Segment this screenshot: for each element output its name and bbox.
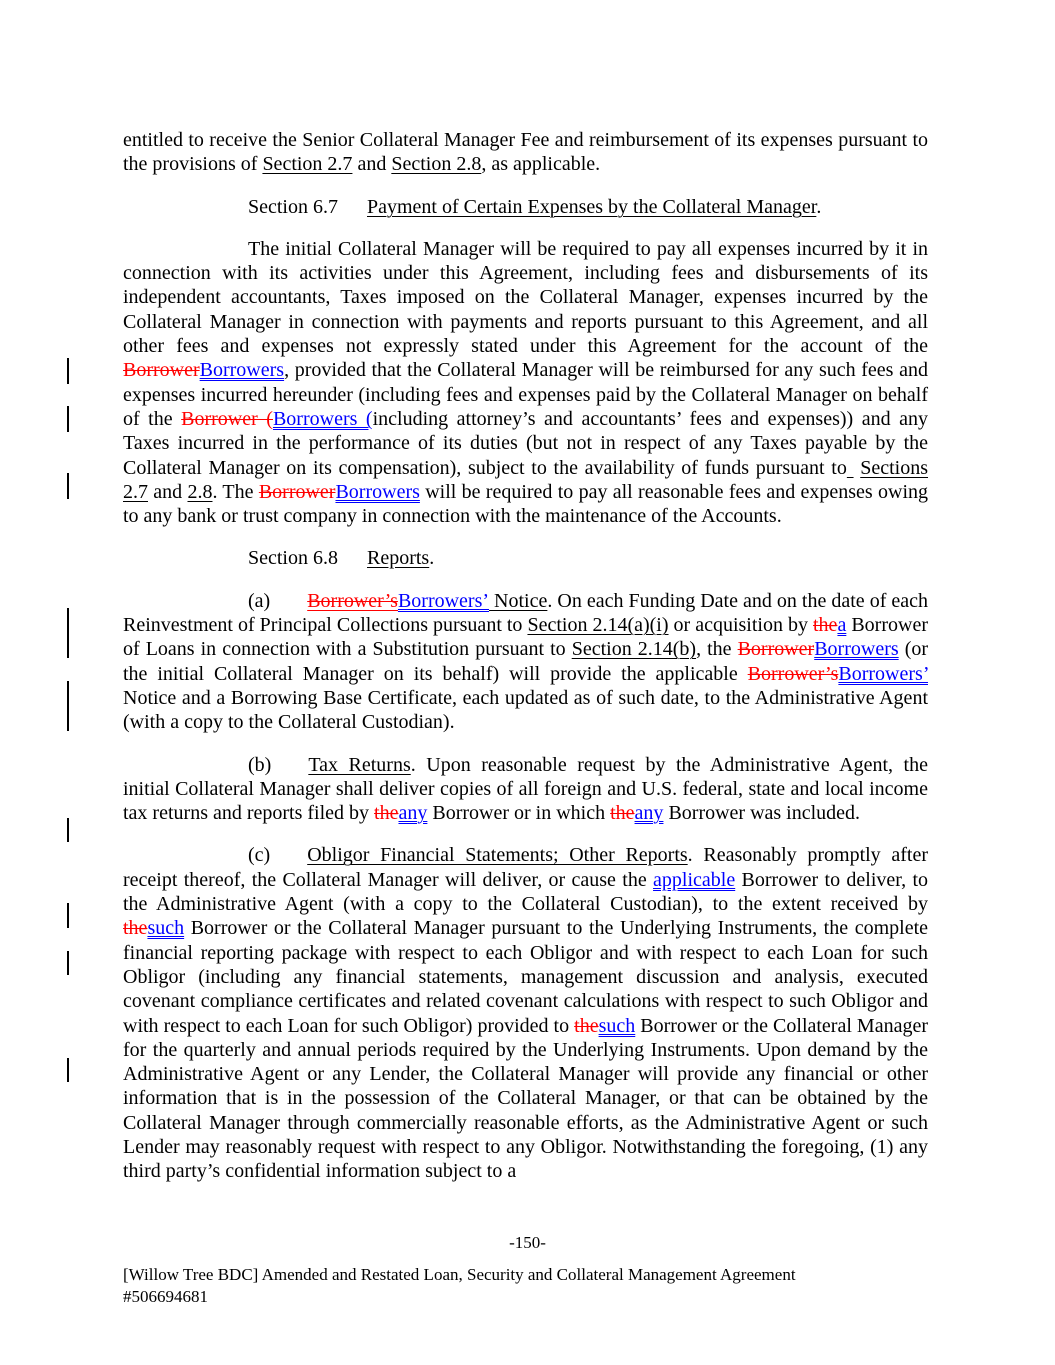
underlined-text-run: Section 2.8 xyxy=(391,153,482,176)
deleted-text-run: the xyxy=(123,917,148,940)
deleted-text-run: Borrower ( xyxy=(181,407,273,430)
inserted-text-run: Borrowers xyxy=(199,359,285,382)
underlined-text-run: 2.8 xyxy=(187,480,213,503)
page-number: -150- xyxy=(509,1233,546,1252)
deleted-text-run: the xyxy=(574,1014,599,1037)
footer xyxy=(123,1264,928,1308)
text-run: . xyxy=(816,195,822,218)
deleted-text-run: Borrower xyxy=(258,480,336,503)
inserted-text-run: such xyxy=(147,917,185,940)
text-run: including attorney’s and accountants’ fees and expenses)) and any Taxes incurred in the performance of its duties (but not in respect of any Taxes payable by the Collateral Manager on its compensation), subject to the availability of funds pursuant to xyxy=(123,407,928,479)
section-6-7-heading xyxy=(123,195,928,219)
text-run: , the xyxy=(696,638,738,661)
deleted-text-run: Borrower’s xyxy=(747,662,839,685)
underlined-text-run: Notice xyxy=(489,589,548,612)
text-run: . Upon reasonable request by the Administrative Agent, the initial Collateral Manager shall deliver copies of all foreign and U.S. federal, state and local income tax returns and reports filed by xyxy=(123,753,928,825)
change-bar xyxy=(67,951,69,975)
inserted-text-run: Borrowers xyxy=(335,480,420,503)
text-run: Section 6.8 xyxy=(248,547,338,570)
inserted-text-run: a xyxy=(837,614,847,637)
deleted-text-run: Borrower xyxy=(123,359,200,382)
text-run: or acquisition by xyxy=(668,614,813,637)
change-bar xyxy=(67,903,69,928)
inserted-text-run: Borrowers’ xyxy=(397,589,490,612)
underlined-text-run xyxy=(847,457,854,479)
deleted-text-run: the xyxy=(374,802,399,825)
underlined-text-run: Payment of Certain Expenses by the Collateral Manager xyxy=(367,195,817,218)
change-bar xyxy=(67,473,69,499)
document-body xyxy=(123,128,928,1202)
section-6-8-heading xyxy=(123,546,928,570)
text-run: Borrower or the Collateral Manager for the quarterly and annual periods required by the Underlying Instruments. Upon demand by the Administrative Agent or any Lender, the Collateral Manager will provide any financial or other information that is in the possession of the Collateral Manager, or that can be obtained by the Collateral Manager through commercially reasonable efforts, as the Administrative Agent or such Lender may reasonably request with respect to any Obligor. Notwithstanding the foregoing, (1) any third party’s confidential information subject to a xyxy=(123,1014,928,1183)
change-bar xyxy=(67,818,69,842)
change-bar xyxy=(67,406,69,432)
paragraph-continuation xyxy=(123,128,928,177)
inserted-text-run: any xyxy=(398,802,428,825)
change-bar xyxy=(67,681,69,731)
text-run: Borrower or the Collateral Manager pursuant to the Underlying Instruments, the complete financial reporting package with respect to each Obligor and with respect to each Loan for such Obligor (including any financial statements, management discussion and analysis, executed covenant compliance certificates and related covenant calculations with respect to such Obligor and with respect to each Loan for such Obligor) provided to xyxy=(123,917,928,1037)
text-run: . On each Funding Date and on the date of each Reinvestment of Principal Collections pursuant to xyxy=(123,589,929,637)
text-run: (a) xyxy=(248,589,271,612)
deleted-text-run: Borrower’s xyxy=(307,589,398,612)
change-bar xyxy=(67,608,69,658)
text-run: Borrower of Loans in connection with a Substitution pursuant to xyxy=(123,614,928,661)
paragraph-c-obligor-financial-statements xyxy=(123,843,928,1183)
inserted-text-run: Borrowers ( xyxy=(272,407,373,430)
text-run: Notice and a Borrowing Base Certificate, each updated as of such date, to the Administrative Agent (with a copy to the Collateral Custodian). xyxy=(123,686,928,734)
text-run: Borrower to deliver, to the Administrative Agent (with a copy to the Collateral Custodian), to the extent received by xyxy=(123,868,929,916)
inserted-text-run: any xyxy=(634,802,664,825)
underlined-text-run: Section 2.7 xyxy=(262,153,353,176)
text-run: (b) xyxy=(248,753,272,776)
text-run: (c) xyxy=(248,844,271,867)
underlined-text-run: Section 2.14(b) xyxy=(571,638,697,661)
paragraph-b-tax-returns xyxy=(123,753,928,826)
inserted-text-run: Borrowers’ xyxy=(838,662,928,685)
paragraph-a-borrowers-notice xyxy=(123,589,928,735)
text-run: Section 6.7 xyxy=(248,195,338,218)
deleted-text-run: the xyxy=(813,614,838,637)
inserted-text-run: such xyxy=(598,1014,636,1037)
text-run: will be required to pay all reasonable fees and expenses owing to any bank or trust company in connection with the maintenance of the Accounts. xyxy=(123,480,929,528)
change-bar xyxy=(67,358,69,384)
deleted-text-run: the xyxy=(610,802,635,825)
section-6-7-body xyxy=(123,237,928,529)
underlined-text-run: Section 2.14(a)(i) xyxy=(527,614,669,637)
text-run: entitled to receive the Senior Collateral Manager Fee and reimbursement of its expenses pursuant to the provisions of xyxy=(123,129,928,176)
text-run: . The xyxy=(212,480,259,503)
text-run: , as applicable. xyxy=(481,153,601,176)
underlined-text-run: Tax Returns xyxy=(308,753,411,776)
text-run: and xyxy=(148,480,188,503)
text-run: Borrower was included. xyxy=(663,802,861,825)
text-run: . xyxy=(429,547,435,570)
text-run: and xyxy=(352,153,392,176)
change-bar xyxy=(67,1058,69,1082)
inserted-text-run: Borrowers xyxy=(814,638,899,661)
text-run: Borrower or in which xyxy=(427,802,611,825)
underlined-text-run: Reports xyxy=(367,547,430,570)
underlined-text-run: Sections 2.7 xyxy=(123,456,929,503)
inserted-text-run: applicable xyxy=(653,868,736,891)
deleted-text-run: Borrower xyxy=(737,638,815,661)
text-run: . Reasonably promptly after receipt thereof, the Collateral Manager will deliver, or cause the xyxy=(123,844,928,891)
text-run: (or the initial Collateral Manager on its behalf) will provide the applicable xyxy=(123,638,929,685)
footer-doc-id: #506694681 xyxy=(123,1287,208,1306)
text-run: , provided that the Collateral Manager will be reimbursed for any such fees and expenses incurred hereunder (including fees and expenses paid by the Collateral Manager on behalf of the xyxy=(123,359,928,430)
footer-doc-title: [Willow Tree BDC] Amended and Restated Loan, Security and Collateral Management Agreement xyxy=(123,1265,796,1284)
text-run: The initial Collateral Manager will be required to pay all expenses incurred by it in connection with its activities under this Agreement, including fees and disbursements of its independent accountants, Taxes imposed on the Collateral Manager, expenses incurred by the Collateral Manager in connection with payments and reports pursuant to this Agreement, and all other fees and expenses not expressly stated under this Agreement for the account of the xyxy=(123,237,928,358)
underlined-text-run: Obligor Financial Statements; Other Reports xyxy=(307,844,688,867)
